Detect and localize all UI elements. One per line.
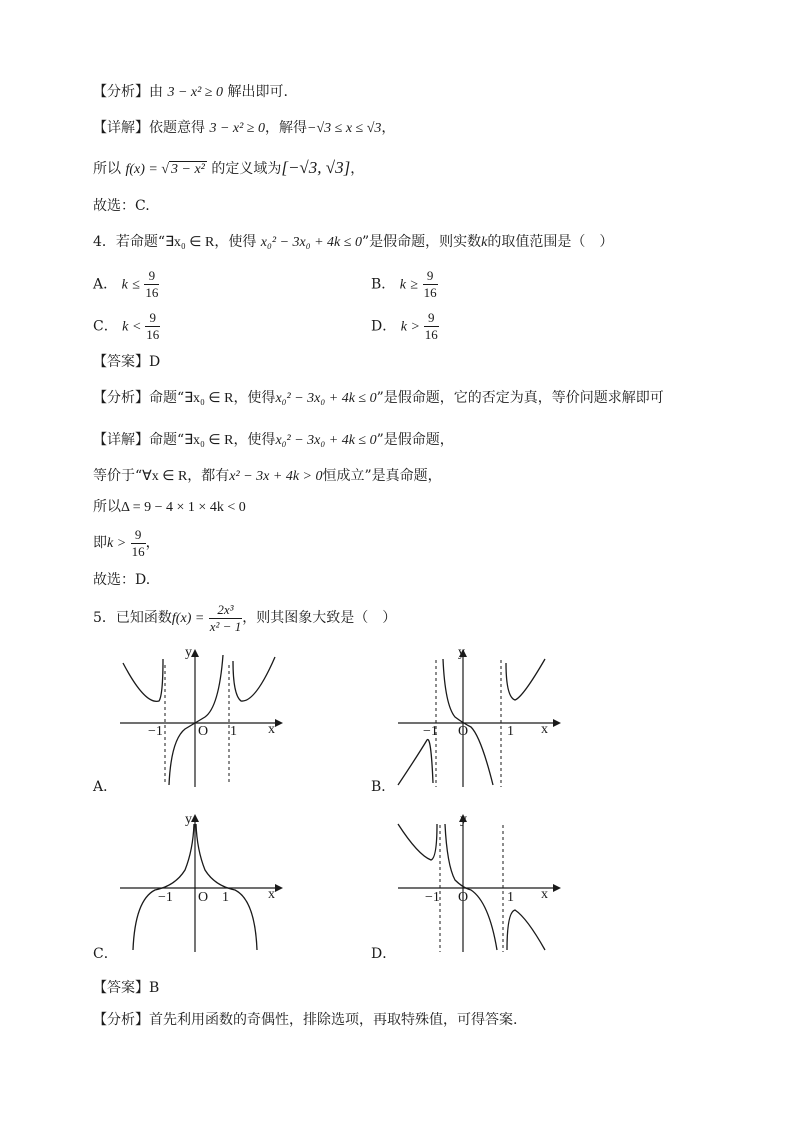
answer-tag: 【答案】 [93,980,149,996]
math-radicand: 3 − x² [171,162,205,177]
q5-answer-line [93,978,159,998]
option-letter: B． [371,276,396,293]
text: 命题“ [149,432,185,448]
graph-c-y-label: y [185,812,192,827]
text: 等价于“ [93,468,143,484]
graph-d-x-label: x [541,887,548,902]
text: 的定义域为 [211,161,282,177]
analysis-tag: 【分析】 [93,84,149,100]
q4-equiv-line [93,466,442,487]
stem-text: ”是假命题，则实数 [361,234,482,250]
text: ， [145,535,160,551]
math-var: k [400,319,407,335]
graph-a-y-label: y [185,645,192,660]
math-var: k [122,319,129,335]
graph-b-y-label: y [458,645,465,660]
graph-d-neg1: −1 [425,890,440,905]
graph-a[interactable] [115,645,285,790]
option-letter: A． [93,276,118,293]
text: ，使得 [233,390,276,406]
text: 所以 [93,499,121,515]
text: ， [350,161,365,177]
option-letter: C． [93,318,118,335]
q4-option-c[interactable] [93,310,160,343]
detail-text: ， [381,120,396,136]
graph-b-letter[interactable]: B． [371,779,396,795]
analysis-tag: 【分析】 [93,1012,149,1028]
graph-a-neg1: −1 [148,724,163,739]
math-rel: > [411,319,420,335]
q3-choose-line: 故选：C. [93,198,150,214]
detail-text: ，解得 [265,120,307,136]
math-rel: < [132,319,141,335]
graph-a-letter[interactable]: A． [93,779,118,795]
q4-option-b[interactable] [371,268,438,301]
graph-b-origin: O [458,724,469,739]
graph-d-y-label: y [460,812,467,827]
math-forall: ∀x ∈ R [142,469,188,484]
graph-b-pos1: 1 [507,724,514,739]
fraction: $\frac{\text{2x³}}{\text{x² − 1}}$ [209,601,242,634]
math-inequality: 3 − x² ≥ 0 [209,121,265,136]
math-inequality: 3 − x² ≥ 0 [167,85,223,100]
detail-text: 依题意得 [149,120,205,136]
math-inequality: x² − 3x + 4k > 0 [229,469,323,484]
q4-ji-line [93,526,160,561]
math-inequality: x₀² − 3x₀ + 4k ≤ 0 [275,391,377,406]
graph-c[interactable] [115,810,285,955]
math-discriminant: Δ = 9 − 4 × 1 × 4k < 0 [121,500,246,515]
answer-value: D [149,354,161,370]
detail-tag: 【详解】 [93,432,149,448]
text: 所以 [93,161,121,177]
text: ”是假命题， [376,432,454,448]
text: 即 [93,535,107,551]
graph-c-x-label: x [268,887,275,902]
q3-analysis-line [93,82,288,103]
q4-answer-line [93,352,160,372]
detail-tag: 【详解】 [93,120,149,136]
graph-d-letter[interactable]: D． [371,946,397,962]
stem-text: 5．已知函数 [93,610,172,626]
graph-b-neg1: −1 [423,724,438,739]
math-var: k [399,277,406,293]
text: ，使得 [233,432,276,448]
math-function: f(x) = [171,611,205,626]
q4-choose-line: 故选：D. [93,572,151,588]
answer-tag: 【答案】 [93,354,149,370]
stem-text: 的取值范围是（ ） [487,234,614,250]
fraction: $\frac{9}{16}$ [423,268,437,300]
option-letter: D． [371,318,397,335]
math-exists: ∃x₀ ∈ R [165,235,215,250]
q5-stem [93,601,396,636]
graph-c-origin: O [198,890,209,905]
q5-analysis-line [93,1010,517,1030]
q4-delta-line [93,497,246,518]
math-rel: ≤ [132,277,140,293]
text: ，都有 [187,468,230,484]
graph-a-origin: O [198,724,209,739]
q3-domain-line: 所以 f(x) = √ 3 − x² 的定义域为[−√3, √3]， [93,158,365,177]
q4-option-d[interactable] [371,310,439,343]
analysis-text: 由 [149,84,163,100]
text: 命题“ [149,390,185,406]
fraction: $\frac{9}{16}$ [424,310,438,342]
q3-detail-line [93,118,395,139]
graph-b-x-label: x [541,722,548,737]
graph-b[interactable] [393,645,563,790]
math-inequality: x₀² − 3x₀ + 4k ≤ 0 [260,235,362,250]
text: 恒成立”是真命题， [322,468,442,484]
graph-a-x-label: x [268,722,275,737]
math-solution: −√3 ≤ x ≤ √3 [307,121,382,136]
q4-analysis-line [93,388,664,409]
analysis-text: 解出即可. [227,84,288,100]
fraction: $\frac{9}{16}$ [131,526,145,559]
graph-d-origin: O [458,890,469,905]
stem-text: ，则其图象大致是（ ） [242,610,397,626]
analysis-tag: 【分析】 [93,390,149,406]
fraction: $\frac{9}{16}$ [146,310,160,342]
math-exists: ∃x₀ ∈ R [184,433,234,448]
text: ”是假命题，它的否定为真，等价问题求解即可 [376,390,664,406]
q4-stem [93,232,613,253]
math-rel: ≥ [410,277,419,293]
analysis-text: 首先利用函数的奇偶性，排除选项，再取特殊值，可得答案. [149,1012,518,1028]
graph-a-pos1: 1 [230,724,237,739]
stem-text: 4．若命题“ [93,234,166,250]
math-inequality: x₀² − 3x₀ + 4k ≤ 0 [275,433,377,448]
math-var: k > [107,536,127,551]
math-exists: ∃x₀ ∈ R [184,391,234,406]
q4-detail-line [93,430,454,451]
math-interval: [−√3, √3] [281,158,351,177]
math-var: k [121,277,128,293]
graph-d-pos1: 1 [507,890,514,905]
answer-value: B [149,980,160,996]
q4-option-a[interactable] [93,268,159,301]
graph-c-neg1: −1 [158,890,173,905]
stem-text: ，使得 [214,234,257,250]
math-function: f(x) = [125,162,162,177]
graph-c-pos1: 1 [222,890,229,905]
fraction: $\frac{9}{16}$ [145,268,159,300]
graph-c-letter[interactable]: C． [93,946,118,962]
graph-d[interactable] [393,810,563,955]
math-var: k [481,235,488,250]
